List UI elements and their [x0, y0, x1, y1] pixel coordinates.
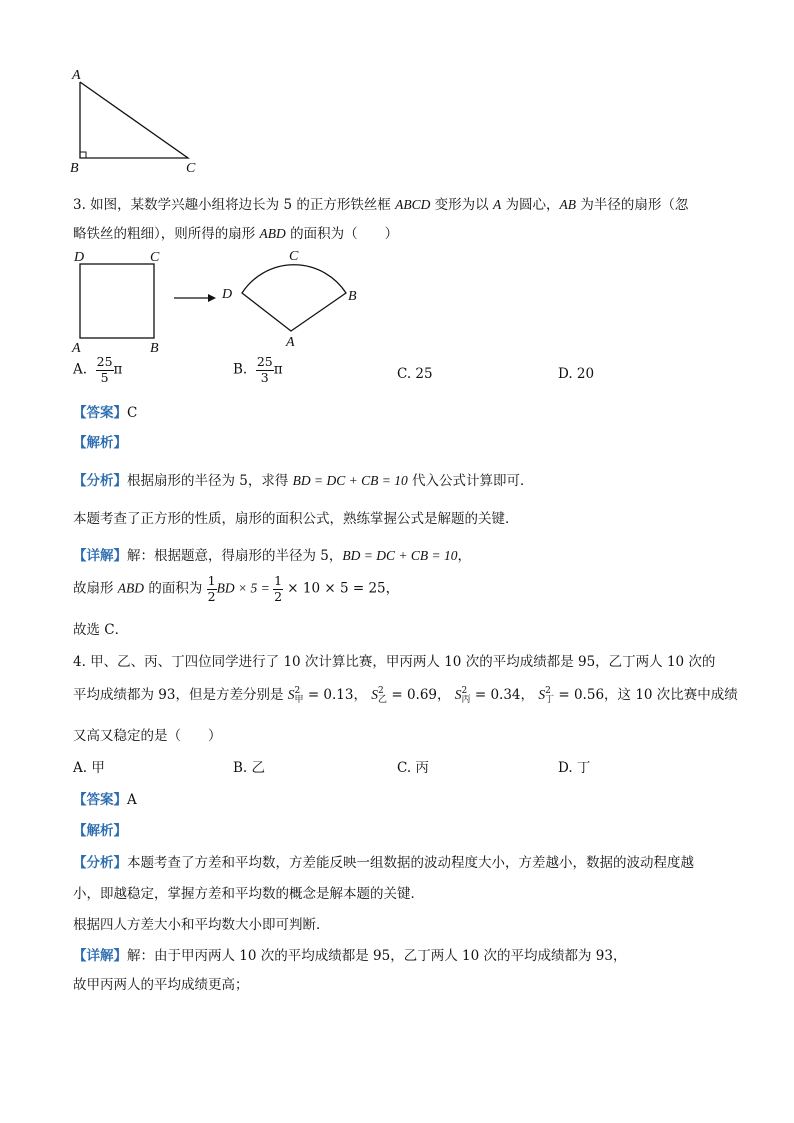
sector-label-c: C [289, 249, 299, 264]
vertex-label-b: B [70, 161, 79, 176]
q3-analysis-tag: 【解析】 [73, 435, 127, 451]
q4-fenxi-line3: 根据四人方差大小和平均数大小即可判断． [73, 917, 330, 933]
q4-option-b: B. 乙 [233, 760, 266, 776]
square-label-a: A [72, 341, 81, 356]
q4-xiangjie-line2: 故甲丙两人的平均成绩更高； [73, 977, 249, 993]
vertex-label-c: C [186, 161, 196, 176]
q4-option-c: C. 丙 [397, 760, 429, 776]
q3-stem-line1: 3. 如图，某数学兴趣小组将边长为 5 的正方形铁丝框 ABCD 变形为以 A 为圆心，AB 为半径的扇形（忽 [73, 197, 689, 213]
q3-xiangjie-line1: 【详解】解：根据题意，得扇形的半径为 5，BD = DC + CB = 10， [73, 548, 471, 564]
q3-stem-line2: 略铁丝的粗细），则所得的扇形 ABD 的面积为（ ） [73, 226, 399, 242]
q4-answer: 【答案】A [73, 792, 137, 808]
q3-option-c: C. 25 [397, 366, 433, 382]
q3-option-a: A. $\frac{25}{5}$ π [73, 354, 123, 385]
sector-label-a: A [286, 335, 295, 350]
sector-shape [242, 265, 346, 331]
sector-label-d: D [222, 287, 233, 302]
q3-fenxi: 【分析】根据扇形的半径为 5，求得 BD = DC + CB = 10 代入公式计算即可． [73, 473, 534, 489]
sector-label-b: B [348, 289, 357, 304]
q4-analysis-tag: 【解析】 [73, 823, 127, 839]
right-triangle-figure [66, 64, 216, 176]
q3-option-d: D. 20 [558, 366, 595, 382]
square-to-sector-figure [66, 246, 376, 356]
q4-stem-line3: 又高又稳定的是（ ） [73, 728, 222, 744]
vertex-label-a: A [72, 68, 81, 83]
q3-xiangjie-line2: 故扇形 ABD 的面积为 $\frac{1}{2}$ BD × 5 = $\frac{1}{2}$ × 10 × 5 = 25， [73, 573, 400, 604]
q3-answer: 【答案】C [73, 405, 138, 421]
q4-stem-line1: 4. 甲、乙、丙、丁四位同学进行了 10 次计算比赛，甲丙两人 10 次的平均成绩都是 95，乙丁两人 10 次的 [73, 654, 716, 670]
q3-conclusion: 故选 C． [73, 622, 129, 638]
square-label-d: D [74, 250, 85, 265]
q4-stem-line2: 平均成绩都为 93，但是方差分别是 S 2 甲 = 0.13， S 2 乙 = 0.69， S 2 丙 = 0.34， S 2 丁 = 0.56，这 10 次比赛中成绩 [73, 686, 738, 705]
q4-fenxi-line1: 【分析】本题考查了方差和平均数，方差能反映一组数据的波动程度大小，方差越小，数据的波动程度越 [73, 855, 694, 871]
arrow-head-icon [208, 294, 216, 302]
q4-fenxi-line2: 小，即越稳定，掌握方差和平均数的概念是解本题的关键． [73, 886, 424, 902]
q4-option-a: A. 甲 [73, 760, 105, 776]
square-label-c: C [150, 250, 160, 265]
square-label-b: B [150, 341, 159, 356]
q4-option-d: D. 丁 [558, 760, 591, 776]
q3-note: 本题考查了正方形的性质，扇形的面积公式，熟练掌握公式是解题的关键． [73, 511, 519, 527]
q4-xiangjie-line1: 【详解】解：由于甲丙两人 10 次的平均成绩都是 95，乙丁两人 10 次的平均成绩都为 93， [73, 948, 627, 964]
q3-option-b: B. $\frac{25}{3}$ π [233, 354, 283, 385]
